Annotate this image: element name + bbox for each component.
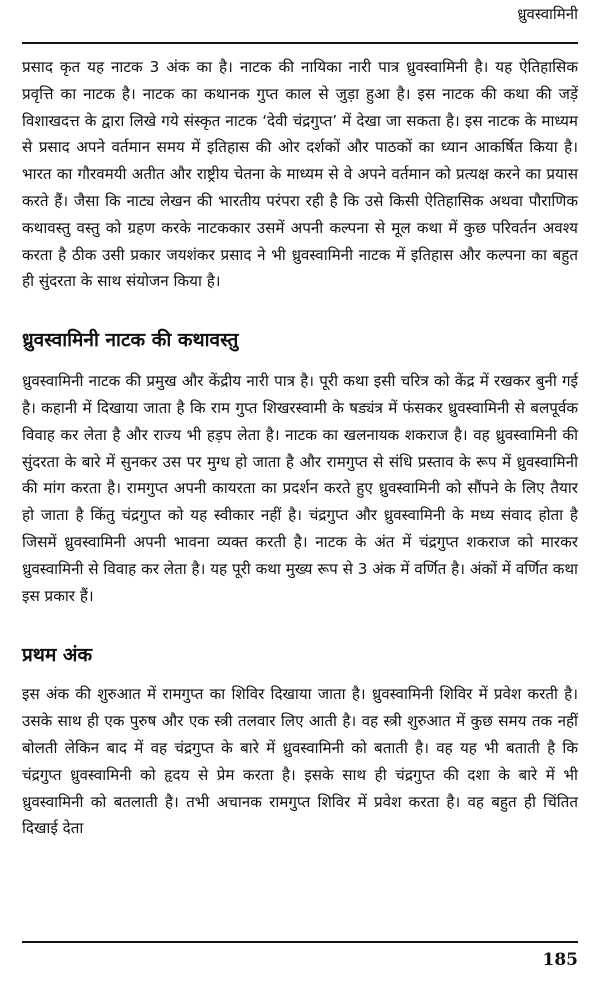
- footer-rule: [22, 941, 578, 943]
- section-heading-plot: ध्रुवस्वामिनी नाटक की कथावस्तु: [22, 329, 239, 352]
- section-heading-act-one: प्रथम अंक: [22, 644, 93, 667]
- page-body: [22, 54, 578, 842]
- act-one-paragraph: इस अंक की शुरुआत में रामगुप्त का शिविर दिखाया जाता है। ध्रुवस्वामिनी शिविर में प्रवेश करती है। उसके साथ ही एक पुरुष और एक स्त्री तलवार लिए आती है। वह स्त्री शुरुआत में कुछ समय तक नहीं बोलती लेकिन बाद में वह चंद्रगुप्त के बारे में ध्रुवस्वामिनी को बताती है। वह यह भी बताती है कि चंद्रगुप्त ध्रुवस्वामिनी को हृदय से प्रेम करता है। इसके साथ ही चंद्रगुप्त की दशा के बारे में भी ध्रुवस्वामिनी को बतलाती है। तभी अचानक रामगुप्त शिविर में प्रवेश करता है। वह बहुत ही चिंतित दिखाई देता: [22, 685, 578, 838]
- running-header-title: ध्रुवस्वामिनी: [517, 5, 578, 23]
- plot-paragraph: ध्रुवस्वामिनी नाटक की प्रमुख और केंद्रीय नारी पात्र है। पूरी कथा इसी चरित्र को केंद्र में रखकर बुनी गई है। कहानी में दिखाया जाता है कि राम गुप्त शिखरस्वामी के षड्यंत्र में फंसकर ध्रुवस्वामिनी से बलपूर्वक विवाह कर लेता है और राज्य भी हड़प लेता है। नाटक का खलनायक शकराज है। वह ध्रुवस्वामिनी की सुंदरता के बारे में सुनकर उस पर मुग्ध हो जाता है और रामगुप्त से संधि प्रस्ताव के रूप में ध्रुवस्वामिनी की मांग करता है। रामगुप्त अपनी कायरता का प्रदर्शन करते हुए ध्रुवस्वामिनी को सौंपने के लिए तैयार हो जाता है किंतु चंद्रगुप्त को यह स्वीकार नहीं है। चंद्रगुप्त और ध्रुवस्वामिनी के मध्य संवाद होता है जिसमें ध्रुवस्वामिनी अपनी भावना व्यक्त करती है। नाटक के अंत में चंद्रगुप्त शकराज को मारकर ध्रुवस्वामिनी से विवाह कर लेता है। यह पूरी कथा मुख्य रूप से 3 अंक में वर्णित है। अंकों में वर्णित कथा इस प्रकार हैं।: [22, 372, 578, 605]
- page-number: 185: [542, 950, 578, 970]
- intro-paragraph: प्रसाद कृत यह नाटक 3 अंक का है। नाटक की नायिका नारी पात्र ध्रुवस्वामिनी है। यह ऐतिहासिक प्रवृत्ति का नाटक है। नाटक का कथानक गुप्त काल से जुड़ा हुआ है। इस नाटक की कथा की जड़ें विशाखदत्त के द्वारा लिखे गये संस्कृत नाटक ‘देवी चंद्रगुप्त’ में देखा जा सकता है। इस नाटक के माध्यम से प्रसाद अपने वर्तमान समय में इतिहास की ओर दर्शकों और पाठकों का ध्यान आकर्षित किया है। भारत का गौरवमयी अतीत और राष्ट्रीय चेतना के माध्यम से वे अपने वर्तमान को प्रत्यक्ष करने का प्रयास करते हैं। जैसा कि नाट्य लेखन की भारतीय परंपरा रही है कि उसे किसी ऐतिहासिक अथवा पौराणिक कथावस्तु वस्तु को ग्रहण करके नाटककार उसमें अपनी कल्पना से मूल कथा में कुछ परिवर्तन अवश्य करता है ठीक उसी प्रकार जयशंकर प्रसाद ने भी ध्रुवस्वामिनी नाटक में इतिहास और कल्पना का बहुत ही सुंदरता के साथ संयोजन किया है।: [22, 58, 578, 291]
- header-rule: [22, 42, 578, 44]
